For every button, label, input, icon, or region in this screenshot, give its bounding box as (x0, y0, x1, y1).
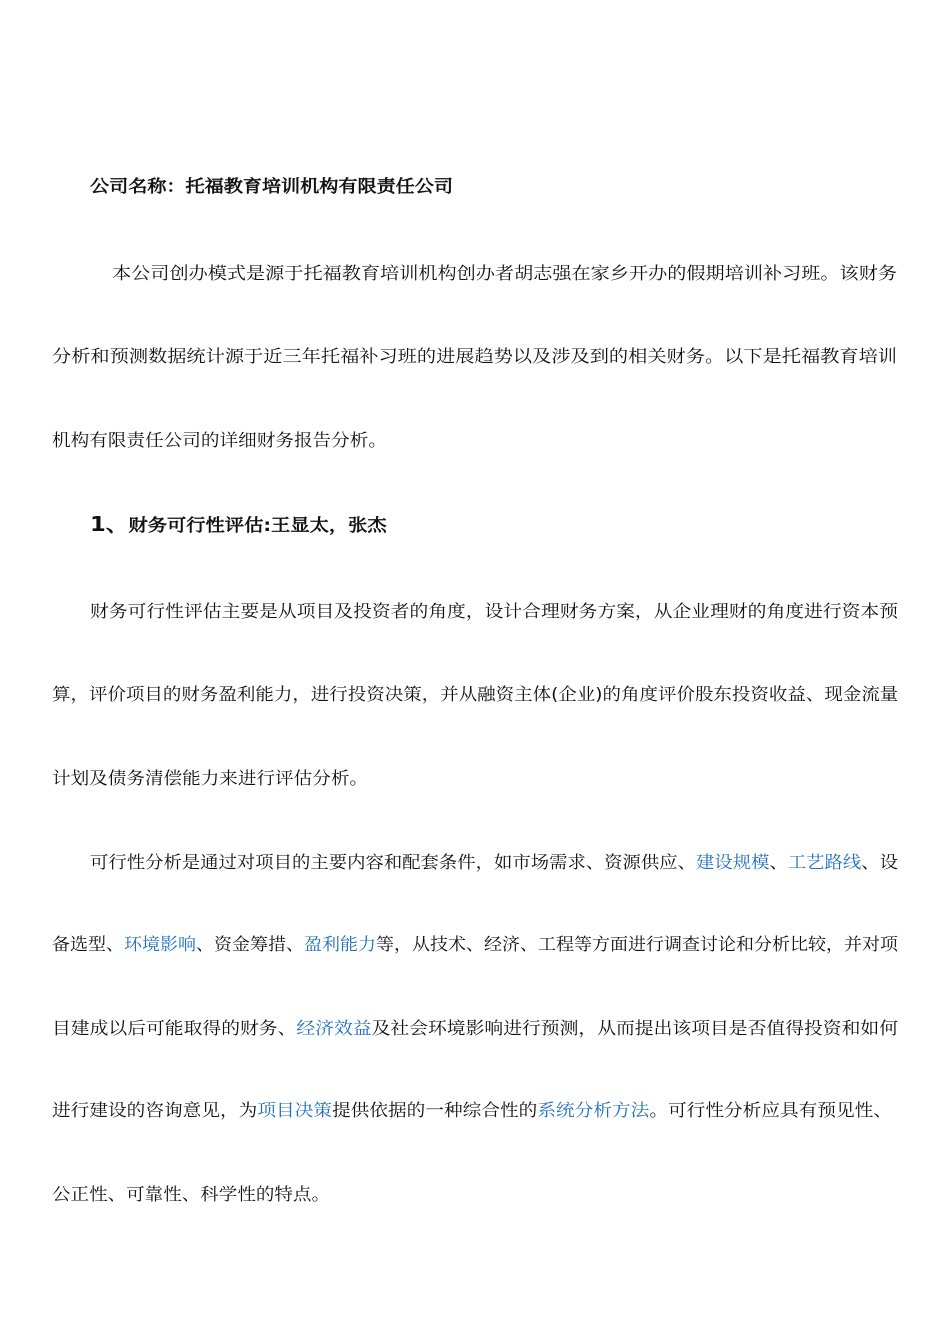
para2-text: 等，从技术、经济、工程等方面进行调查讨论和分析比较，并对项 (376, 935, 899, 955)
link-process-route[interactable]: 工艺路线 (787, 853, 862, 873)
intro-line-3: 机构有限责任公司的详细财务报告分析。 (52, 431, 387, 451)
para2-text: 、 (769, 853, 788, 873)
para2-line-2 (52, 930, 898, 955)
link-profitability[interactable]: 盈利能力 (304, 935, 377, 955)
para2-text: 、设 (861, 853, 898, 873)
para2-text: 。可行性分析应具有预见性、 (649, 1101, 893, 1121)
link-environmental-impact[interactable]: 环境影响 (124, 935, 196, 955)
para2-text: 、资金筹措、 (196, 935, 304, 955)
para1-line-1: 财务可行性评估主要是从项目及投资者的角度，设计合理财务方案，从企业理财的角度进行资本预 (90, 602, 898, 622)
company-name-line: 公司名称：托福教育培训机构有限责任公司 (90, 177, 453, 197)
para2-line-5: 公正性、可靠性、科学性的特点。 (52, 1185, 330, 1205)
para1-line-3: 计划及债务清偿能力来进行评估分析。 (52, 769, 368, 789)
section-heading-1 (90, 508, 387, 537)
para2-text: 可行性分析是通过对项目的主要内容和配套条件，如市场需求、资源供应、 (90, 853, 696, 873)
para2-line-3 (52, 1014, 898, 1039)
section-heading-text: 财务可行性评估:王显太，张杰 (128, 516, 387, 536)
section-number: 1、 (90, 512, 129, 536)
intro-line-1: 本公司创办模式是源于托福教育培训机构创办者胡志强在家乡开办的假期培训补习班。该财务 (112, 264, 897, 284)
para1-line-2: 算，评价项目的财务盈利能力，进行投资决策，并从融资主体(企业)的角度评价股东投资收益、现金流量 (52, 685, 899, 705)
para2-text: 备选型、 (52, 935, 124, 955)
para2-line-1 (90, 848, 898, 873)
link-project-decision[interactable]: 项目决策 (257, 1101, 332, 1121)
para2-text: 提供依据的一种综合性的 (332, 1101, 538, 1121)
para2-text: 进行建设的咨询意见，为 (52, 1101, 258, 1121)
para2-line-4 (52, 1096, 892, 1121)
link-construction-scale[interactable]: 建设规模 (696, 853, 770, 873)
intro-line-2: 分析和预测数据统计源于近三年托福补习班的进展趋势以及涉及到的相关财务。以下是托福教育培训 (52, 347, 898, 367)
para2-text: 目建成以后可能取得的财务、 (52, 1019, 297, 1039)
link-system-analysis-method[interactable]: 系统分析方法 (537, 1101, 650, 1121)
para2-text: 及社会环境影响进行预测，从而提出该项目是否值得投资和如何 (371, 1019, 899, 1039)
link-economic-benefit[interactable]: 经济效益 (296, 1019, 372, 1039)
